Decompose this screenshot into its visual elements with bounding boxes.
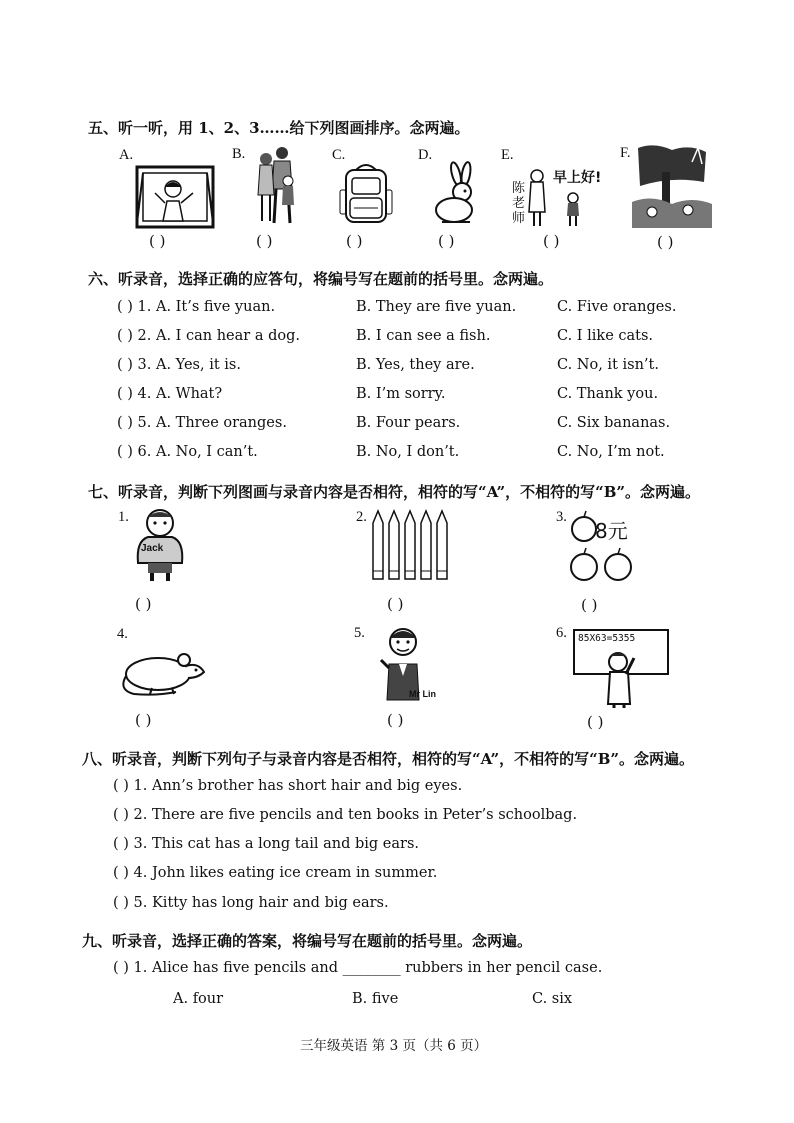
s5-answer-c[interactable]: ( ) <box>346 232 363 250</box>
s6-q5[interactable]: ( ) 5. A. Three oranges. <box>117 415 287 431</box>
s7-num-6: 6. <box>556 625 567 641</box>
s7-image-4-mouse <box>116 646 208 702</box>
s5-answer-b[interactable]: ( ) <box>256 232 273 250</box>
s7-1-shirt-text: Jack <box>141 543 164 554</box>
s7-3-price: 8元 <box>595 519 628 543</box>
s8-q2[interactable]: ( ) 2. There are five pencils and ten books in Peter’s schoolbag. <box>113 807 578 823</box>
s5-image-a <box>135 165 215 233</box>
s6-q5-b: B. Four pears. <box>356 415 461 431</box>
s5-image-e <box>527 168 589 232</box>
s9-q1-option-c: C. six <box>532 991 573 1007</box>
section-7-title: 七、听录音，判断下列图画与录音内容是否相符，相符的写“A”，不相符的写“B”。念两遍。 <box>88 483 701 501</box>
s9-q1[interactable]: ( ) 1. Alice has five pencils and ________ rubbers in her pencil case. <box>113 960 603 976</box>
s6-q2[interactable]: ( ) 2. A. I can hear a dog. <box>117 328 300 344</box>
s8-q1[interactable]: ( ) 1. Ann’s brother has short hair and big eyes. <box>113 778 463 794</box>
s5-label-a: A. <box>119 147 134 163</box>
s7-answer-5[interactable]: ( ) <box>387 711 404 729</box>
s6-q6-c: C. No, I’m not. <box>557 444 665 460</box>
s5-label-c: C. <box>332 147 346 163</box>
s5-label-d: D. <box>418 147 433 163</box>
s6-q3-c: C. No, it isn’t. <box>557 357 659 373</box>
s6-q1-b: B. They are five yuan. <box>356 299 517 315</box>
s6-q5-c: C. Six bananas. <box>557 415 671 431</box>
s5-label-f: F. <box>620 145 631 161</box>
s7-answer-4[interactable]: ( ) <box>135 711 152 729</box>
s5-answer-d[interactable]: ( ) <box>438 232 455 250</box>
s7-num-5: 5. <box>354 625 365 641</box>
s6-q4-c: C. Thank you. <box>557 386 659 402</box>
section-8-title: 八、听录音，判断下列句子与录音内容是否相符，相符的写“A”，不相符的写“B”。念两遍。 <box>82 750 695 768</box>
s7-answer-1[interactable]: ( ) <box>135 595 152 613</box>
s7-num-3: 3. <box>556 509 567 525</box>
s6-q3-b: B. Yes, they are. <box>356 357 475 373</box>
s5-image-c-schoolbag <box>338 160 394 232</box>
s6-q4-b: B. I’m sorry. <box>356 386 446 402</box>
s7-5-label: Mr Lin <box>409 689 436 699</box>
section-9-title: 九、听录音，选择正确的答案，将编号写在题前的括号里。念两遍。 <box>82 932 533 950</box>
s5-answer-f[interactable]: ( ) <box>657 233 674 251</box>
s9-q1-option-b: B. five <box>352 991 399 1007</box>
s7-num-1: 1. <box>118 509 129 525</box>
s5-image-f <box>632 142 712 232</box>
s6-q3[interactable]: ( ) 3. A. Yes, it is. <box>117 357 241 373</box>
s5-image-d-rabbit <box>430 160 490 230</box>
s6-q6[interactable]: ( ) 6. A. No, I can’t. <box>117 444 258 460</box>
page-footer: 三年级英语 第 3 页（共 6 页） <box>300 1038 488 1054</box>
s7-answer-2[interactable]: ( ) <box>387 595 404 613</box>
s5-label-e: E. <box>501 147 514 163</box>
s5-e-sign: 陈老师 <box>512 181 526 226</box>
s5-image-b <box>252 145 302 231</box>
s7-num-2: 2. <box>356 509 367 525</box>
s8-q5[interactable]: ( ) 5. Kitty has long hair and big ears. <box>113 895 389 911</box>
s9-q1-option-a: A. four <box>173 991 224 1007</box>
s5-answer-e[interactable]: ( ) <box>543 232 560 250</box>
s5-label-b: B. <box>232 146 246 162</box>
s5-answer-a[interactable]: ( ) <box>149 232 166 250</box>
s6-q1-c: C. Five oranges. <box>557 299 677 315</box>
s6-q2-c: C. I like cats. <box>557 328 654 344</box>
s6-q2-b: B. I can see a fish. <box>356 328 491 344</box>
section-5-title: 五、听一听，用 1、2、3……给下列图画排序。念两遍。 <box>88 119 470 137</box>
s6-q1[interactable]: ( ) 1. A. It’s five yuan. <box>117 299 276 315</box>
s6-q6-b: B. No, I don’t. <box>356 444 460 460</box>
s7-image-2-pencils <box>369 509 453 587</box>
s8-q4[interactable]: ( ) 4. John likes eating ice cream in summer. <box>113 865 438 881</box>
s8-q3[interactable]: ( ) 3. This cat has a long tail and big ears. <box>113 836 420 852</box>
s7-num-4: 4. <box>117 626 128 642</box>
s7-answer-3[interactable]: ( ) <box>581 596 598 614</box>
s7-6-board-text: 85X63=5355 <box>578 633 636 644</box>
s6-q4[interactable]: ( ) 4. A. What? <box>117 386 223 402</box>
section-6-title: 六、听录音，选择正确的应答句，将编号写在题前的括号里。念两遍。 <box>88 270 554 288</box>
s7-answer-6[interactable]: ( ) <box>587 713 604 731</box>
s5-e-greeting: 早上好! <box>553 170 602 186</box>
